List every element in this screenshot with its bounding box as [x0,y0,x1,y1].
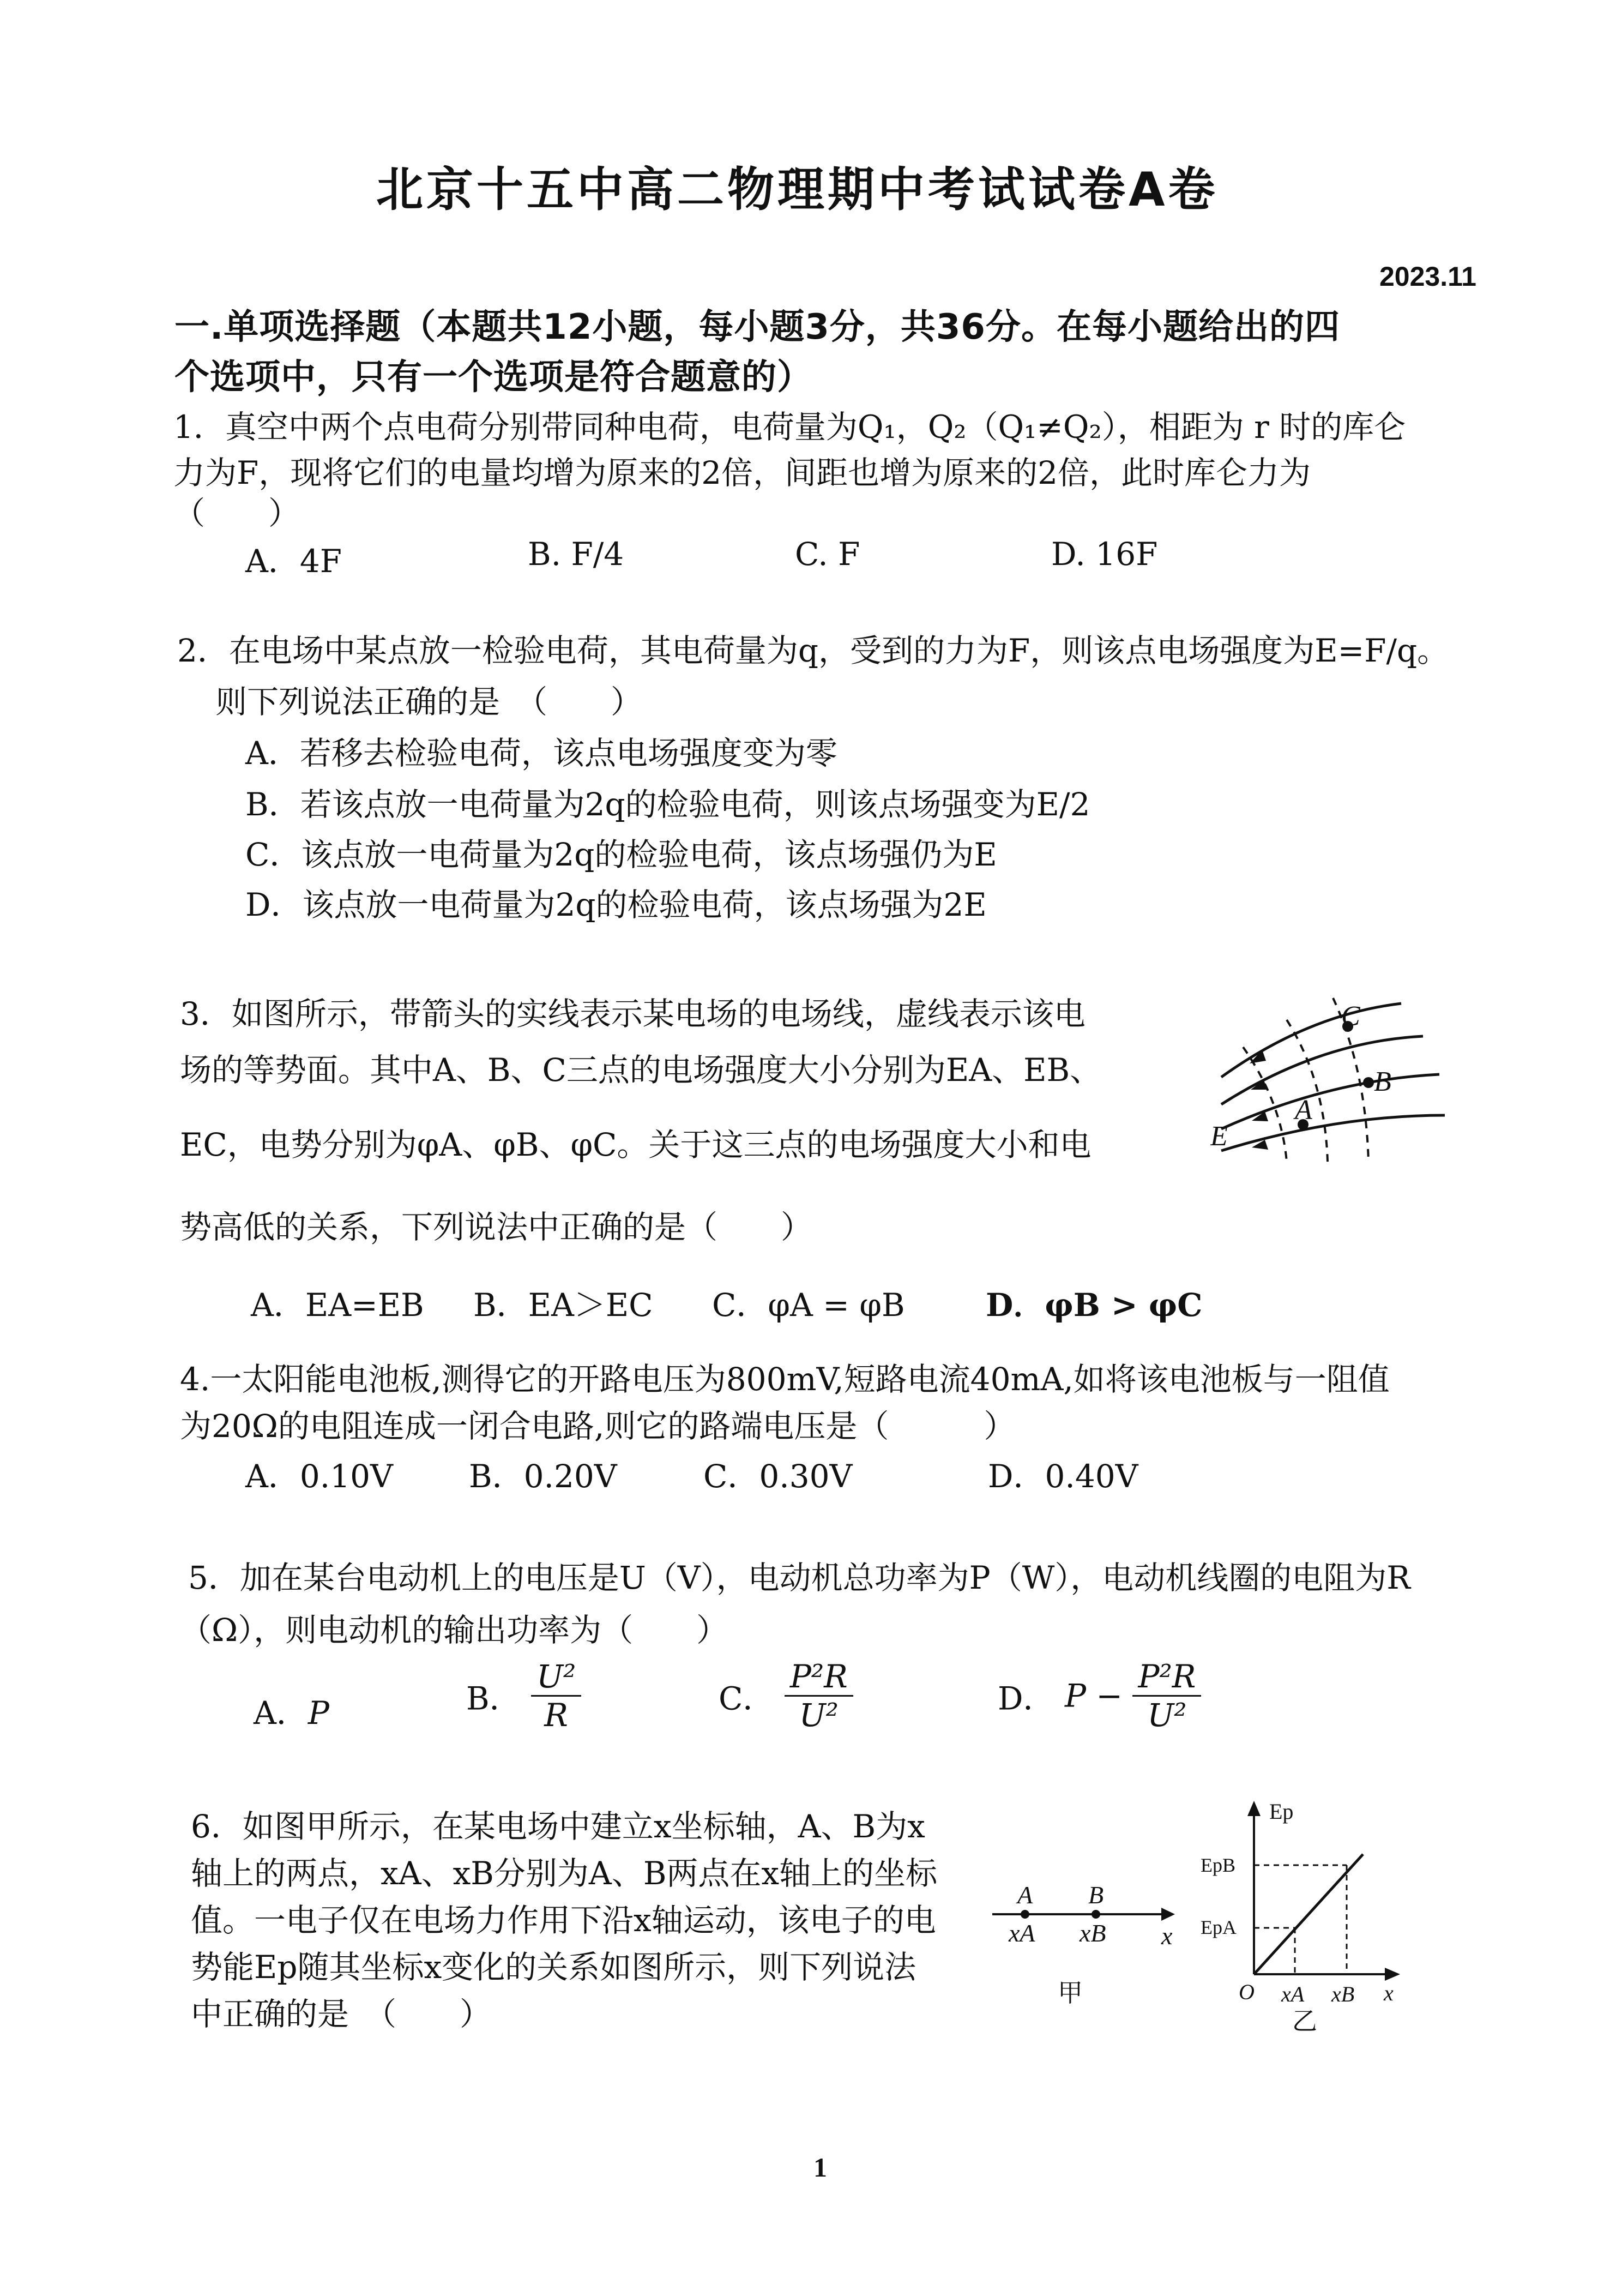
q5-option-b-num: U² [531,1658,581,1697]
electric-field-figure [1210,982,1450,1173]
label-origin: O [1239,1980,1255,2004]
q1-option-c: C. F [795,536,860,573]
label-x: x [1384,1981,1394,2005]
label-xb: xB [1331,1982,1355,2006]
q5-option-d-pre: P − [1064,1677,1123,1715]
label-b: B [1374,1066,1391,1097]
q6-line1: 6．如图甲所示，在某电场中建立x坐标轴，A、B为x [191,1808,925,1845]
label-xb: xB [1080,1919,1106,1947]
q2-option-a: A．若移去检验电荷，该点电场强度变为零 [245,735,837,772]
q5-option-c-label: C． [719,1680,775,1717]
q5-option-b-den: R [544,1697,568,1734]
q1-option-b: B. F/4 [528,536,624,573]
q3-option-b: B．EA＞EC [473,1287,653,1324]
q5-option-a-expr: P [307,1694,329,1732]
label-epb: EpB [1201,1854,1236,1876]
q6-line3: 值。一电子仅在电场力作用下沿x轴运动，该电子的电 [191,1902,936,1939]
label-c: C [1341,1001,1360,1032]
q5-option-b [466,1658,581,1734]
q5-line2: （Ω），则电动机的输出功率为（ ） [180,1612,728,1649]
q5-option-c-fraction [785,1658,853,1734]
label-a: A [1017,1882,1033,1909]
q3-option-c: C．φA = φB [712,1287,905,1324]
point-b [1363,1077,1374,1088]
q6-line5: 中正确的是 （ ） [191,1996,492,2033]
q3-line1: 3．如图所示，带箭头的实线表示某电场的电场线，虚线表示该电 [180,995,1086,1032]
axis-arrow [1247,1801,1261,1816]
q1-option-a: A．4F [245,543,342,580]
q3-line3: EC，电势分别为φA、φB、φC。关于这三点的电场强度大小和电 [180,1126,1092,1163]
q2-option-b: B．若该点放一电荷量为2q的检验电荷，则该点场强变为E/2 [245,786,1090,823]
q3-option-a: A．EA=EB [251,1287,424,1324]
label-epa: EpA [1201,1916,1237,1938]
q6-line2: 轴上的两点，xA、xB分别为A、B两点在x轴上的坐标 [191,1855,938,1892]
page-number: 1 [813,2152,827,2183]
q4-line2: 为20Ω的电阻连成一闭合电路,则它的路端电压是（ ） [180,1408,1016,1445]
caption-jia: 甲 [1058,1979,1083,2007]
q4-option-d: D．0.40V [988,1458,1138,1495]
q2-option-c: C．该点放一电荷量为2q的检验电荷，该点场强仍为E [245,836,997,873]
q2-line2: 则下列说法正确的是 （ ） [215,683,643,720]
q5-option-d-num: P²R [1132,1658,1201,1697]
q5-option-d [998,1658,1201,1734]
label-b: B [1088,1882,1104,1909]
q4-option-c: C．0.30V [703,1458,853,1495]
q4-option-b: B．0.20V [469,1458,617,1495]
label-ep: Ep [1269,1799,1294,1824]
label-xa: xA [1281,1982,1305,2006]
figure-jia [987,1882,1216,2023]
point-b [1092,1910,1100,1919]
q5-option-c-den: U² [799,1697,839,1734]
q2-option-d: D．该点放一电荷量为2q的检验电荷，该点场强为2E [245,886,987,923]
q2-line1: 2．在电场中某点放一检验电荷，其电荷量为q，受到的力为F，则该点电场强度为E=F/q。 [177,632,1449,669]
label-a: A [1295,1095,1312,1126]
q5-option-c-num: P²R [785,1658,853,1697]
q5-option-a [254,1687,329,1733]
q5-option-d-label: D． [998,1680,1055,1717]
figure-yi [1189,1794,1418,2034]
q5-option-d-fraction [1132,1658,1201,1734]
q4-option-a: A．0.10V [245,1458,393,1495]
section-heading-line1: 一.单项选择题（本题共12小题，每小题3分，共36分。在每小题给出的四 [174,307,1340,347]
axis-arrow [1161,1908,1175,1921]
page-title: 北京十五中高二物理期中考试试卷A卷 [376,163,1219,217]
q3-line4: 势高低的关系，下列说法中正确的是（ ） [180,1209,813,1246]
q3-option-d: D．φB > φC [986,1287,1203,1324]
point-a [1021,1910,1029,1919]
q5-option-d-den: U² [1147,1697,1187,1734]
q5-option-b-fraction [531,1658,581,1734]
equipotential-2 [1287,1020,1328,1162]
q1-option-d: D. 16F [1051,536,1158,573]
q3-line2: 场的等势面。其中A、B、C三点的电场强度大小分别为EA、EB、 [180,1051,1102,1089]
q5-option-c [719,1658,853,1734]
q6-line4: 势能Ep随其坐标x变化的关系如图所示，则下列说法 [191,1949,916,1986]
axis-arrow [1385,1968,1400,1981]
section-heading-line2: 个选项中，只有一个选项是符合题意的） [174,357,812,398]
q1-line1: 1．真空中两个点电荷分别带同种电荷，电荷量为Q₁，Q₂（Q₁≠Q₂），相距为 r 时的库仑 [173,408,1406,446]
q5-line1: 5．加在某台电动机上的电压是U（V），电动机总功率为P（W），电动机线圈的电阻为R [188,1559,1410,1596]
label-xa: xA [1009,1919,1035,1947]
q1-line2: 力为F，现将它们的电量均增为原来的2倍，间距也增为原来的2倍，此时库仑力为 [173,454,1311,491]
label-x: x [1161,1922,1173,1950]
caption-yi: 乙 [1292,2008,1317,2034]
q1-line3: （ ） [173,495,300,532]
q5-option-a-label: A． [254,1694,308,1732]
q5-option-b-label: B． [466,1680,521,1717]
q4-line1: 4.一太阳能电池板,测得它的开路电压为800mV,短路电流40mA,如将该电池板与一阻值 [180,1361,1390,1398]
exam-date: 2023.11 [1379,261,1476,292]
label-e: E [1210,1121,1228,1152]
